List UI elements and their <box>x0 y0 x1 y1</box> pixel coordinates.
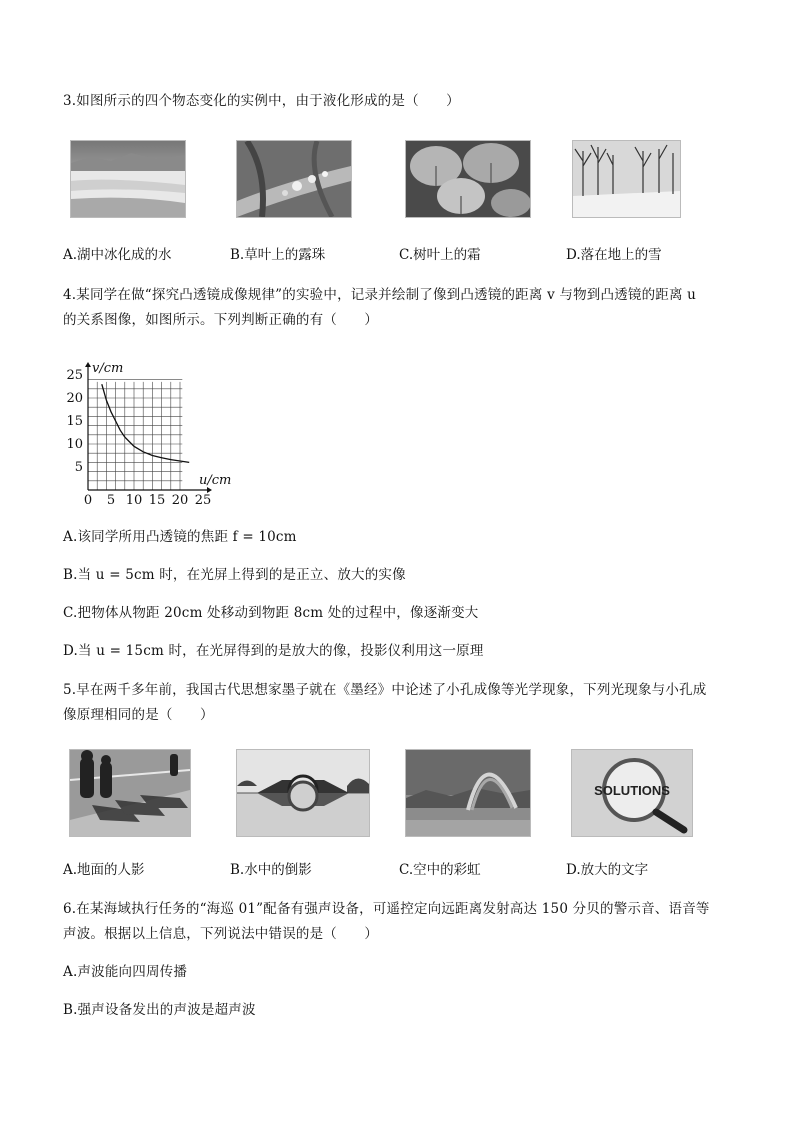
q3-option-b: B.草叶上的露珠 <box>230 247 326 263</box>
q3-photo-snow-trees <box>572 140 681 218</box>
v-u-chart <box>60 350 245 505</box>
q6-stem-line2: 声波。根据以上信息，下列说法中错误的是（ ） <box>63 926 379 942</box>
x-axis-label: u/cm <box>199 473 232 488</box>
q5-stem-line2: 像原理相同的是（ ） <box>63 707 214 723</box>
q5-option-c: C.空中的彩虹 <box>399 862 481 878</box>
q5-photo-shadows <box>69 749 191 837</box>
x-tick-label: 10 <box>125 493 143 505</box>
q3-photo-lake-ice <box>70 140 186 218</box>
y-tick-label: 10 <box>66 437 83 452</box>
q6-option-a: A.声波能向四周传播 <box>63 964 188 980</box>
x-tick-label: 20 <box>171 493 189 505</box>
q5-photo-rainbow <box>405 749 531 837</box>
q5-photo-bridge-reflection <box>236 749 370 837</box>
q3-option-c: C.树叶上的霜 <box>399 247 481 263</box>
solutions-text: SOLUTIONS <box>594 783 670 798</box>
q3-photo-frost-leaves <box>405 140 531 218</box>
y-axis-arrow <box>85 362 91 367</box>
q4-option-a: A.该同学所用凸透镜的焦距 f = 10cm <box>63 529 297 545</box>
series-line-v-u <box>102 384 189 462</box>
q4-option-c: C.把物体从物距 20cm 处移动到物距 8cm 处的过程中，像逐渐变大 <box>63 605 479 621</box>
y-tick-label: 25 <box>66 368 83 383</box>
q3-option-a: A.湖中冰化成的水 <box>63 247 172 263</box>
q3-stem: 3.如图所示的四个物态变化的实例中，由于液化形成的是（ ） <box>63 93 460 109</box>
x-tick-label: 15 <box>148 493 166 505</box>
q3-photo-dew-grass <box>236 140 352 218</box>
q6-stem-line1: 6.在某海域执行任务的“海巡 01”配备有强声设备，可遥控定向远距离发射高达 150 分贝的警示音、语音等 <box>63 901 710 917</box>
x-tick-label: 5 <box>106 493 116 505</box>
q5-option-a: A.地面的人影 <box>63 862 145 878</box>
q5-option-d: D.放大的文字 <box>566 862 649 878</box>
y-tick-label: 20 <box>66 391 83 406</box>
q4-option-d: D.当 u = 15cm 时，在光屏得到的是放大的像，投影仪利用这一原理 <box>63 643 484 659</box>
y-axis-label: v/cm <box>92 361 124 376</box>
q4-option-b: B.当 u = 5cm 时，在光屏上得到的是正立、放大的实像 <box>63 567 406 583</box>
q5-stem-line1: 5.早在两千多年前，我国古代思想家墨子就在《墨经》中论述了小孔成像等光学现象，下列光现象与小孔成 <box>63 682 707 698</box>
chart-grid <box>88 380 182 490</box>
q5-photo-magnified-text <box>571 749 693 837</box>
q5-option-b: B.水中的倒影 <box>230 862 312 878</box>
x-tick-label: 0 <box>83 493 93 505</box>
q4-stem-line1: 4.某同学在做“探究凸透镜成像规律”的实验中，记录并绘制了像到凸透镜的距离 v 与物到凸透镜的距离 u <box>63 287 697 303</box>
q3-option-d: D.落在地上的雪 <box>566 247 662 263</box>
y-tick-label: 15 <box>66 414 83 429</box>
q4-stem-line2: 的关系图像，如图所示。下列判断正确的有（ ） <box>63 312 379 328</box>
y-tick-label: 5 <box>74 460 83 475</box>
chart-axes <box>85 362 212 493</box>
x-tick-label: 25 <box>194 493 212 505</box>
q6-option-b: B.强声设备发出的声波是超声波 <box>63 1002 256 1018</box>
